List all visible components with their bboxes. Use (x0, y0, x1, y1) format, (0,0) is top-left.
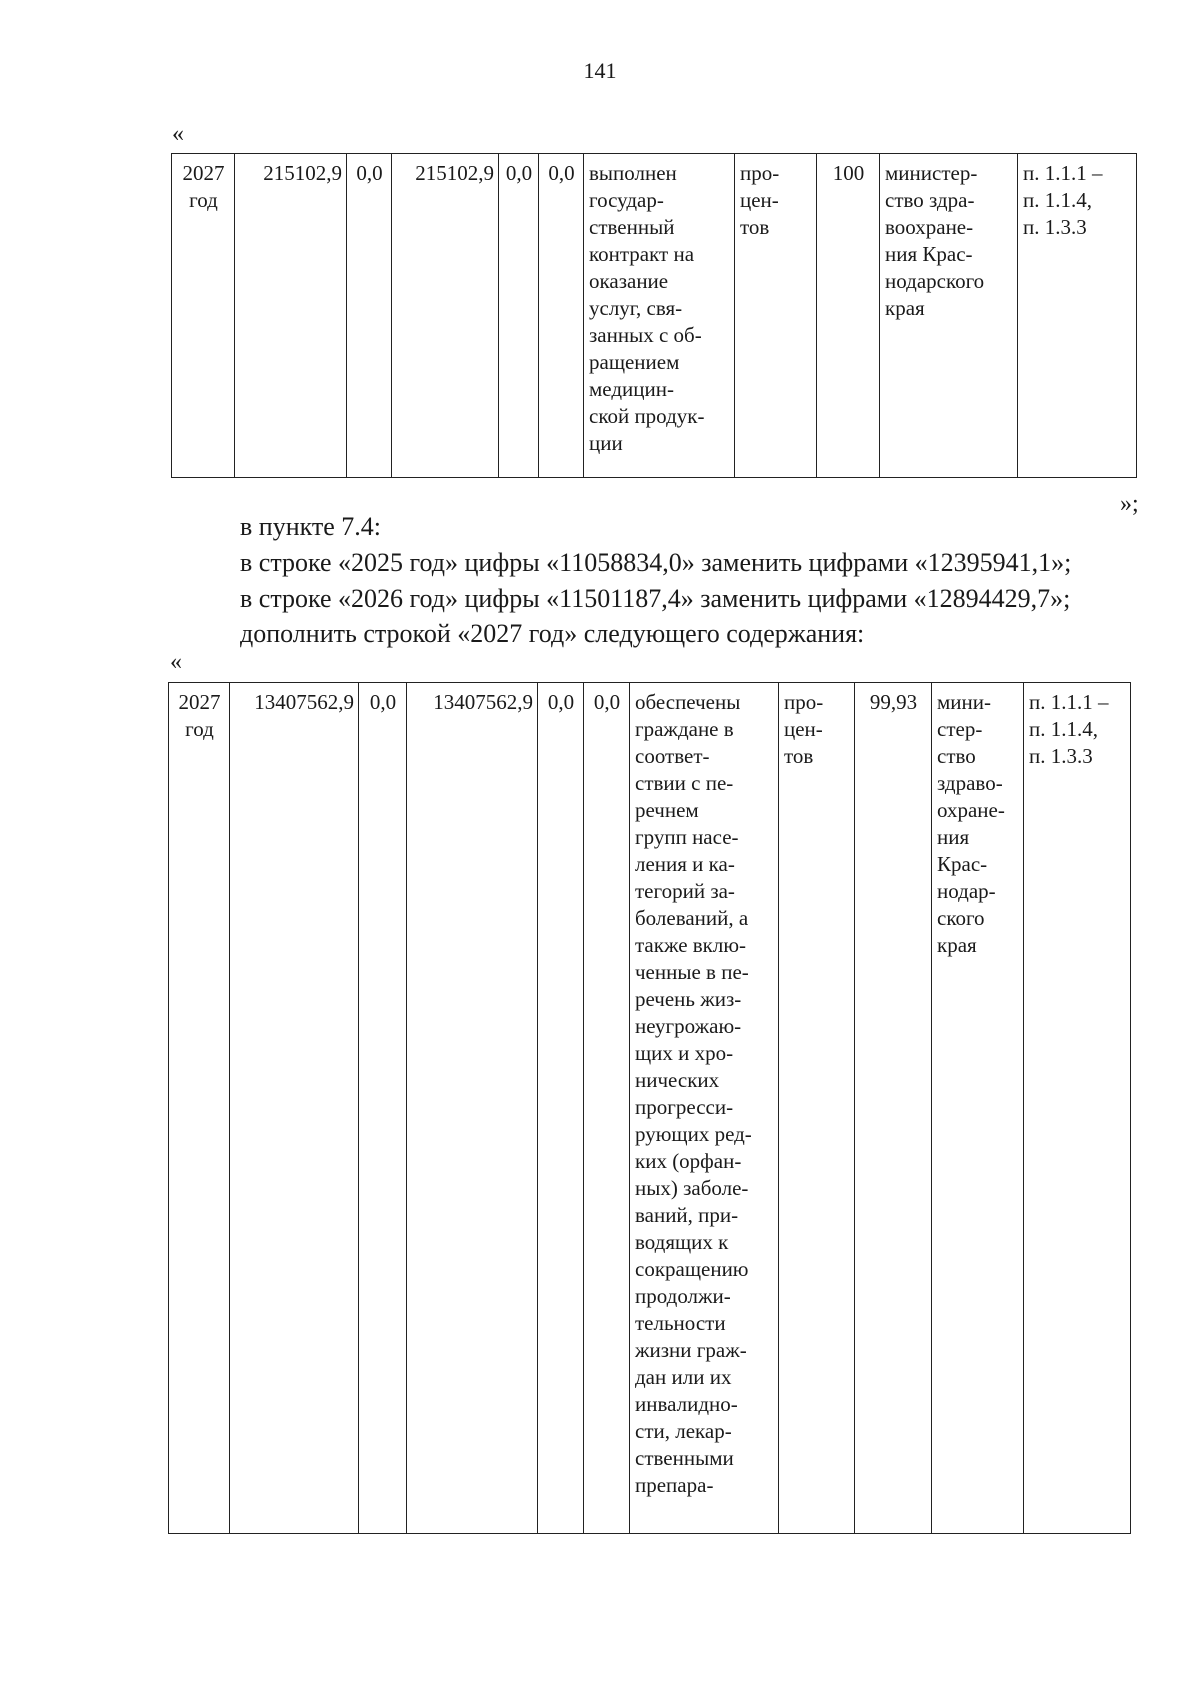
result-cell: обеспечены граждане в соответ- ствии с пе- речнем групп насе- ления и ка- тегорий за- болеваний, а также вклю- ченные в пе- речень жиз- неугрожаю- щих и хро- нических прогресси- рующих ред- ких (орфан- ных) заболе- ваний, при- водящих к сокращению продолжи- тельности жизни граж- дан или их инвалидно- сти, лекар- ственными препара- (630, 683, 779, 1534)
amendment-line-4: дополнить строкой «2027 год» следующего содержания: (240, 619, 865, 648)
amendment-line-2: в строке «2025 год» цифры «11058834,0» заменить цифрами «12395941,1»; (240, 548, 1072, 577)
table-row (169, 683, 1131, 1534)
total-funding-cell: 13407562,9 (230, 683, 359, 1534)
value-cell: 99,93 (855, 683, 932, 1534)
points-cell: п. 1.1.1 – п. 1.1.4, п. 1.3.3 (1024, 683, 1131, 1534)
opening-quote-1: « (172, 121, 184, 147)
total-funding-cell: 215102,9 (235, 154, 347, 478)
funding-cell: 0,0 (538, 683, 584, 1534)
year-cell: 2027 год (169, 683, 230, 1534)
table-1 (171, 153, 1137, 478)
closing-quote-1: »; (1120, 491, 1139, 517)
funding-cell: 215102,9 (392, 154, 499, 478)
executor-cell: министер- ство здра- воохране- ния Крас- нодарского края (880, 154, 1018, 478)
unit-cell: про- цен- тов (779, 683, 855, 1534)
amendment-line-3: в строке «2026 год» цифры «11501187,4» заменить цифрами «12894429,7»; (240, 584, 1071, 613)
table-2 (168, 682, 1131, 1534)
executor-cell: мини- стер- ство здраво- охране- ния Крас- нодар- ского края (932, 683, 1024, 1534)
funding-cell: 0,0 (499, 154, 539, 478)
funding-cell: 0,0 (584, 683, 630, 1534)
page-number: 141 (583, 58, 617, 83)
opening-quote-2: « (170, 649, 182, 675)
value-cell: 100 (817, 154, 880, 478)
points-cell: п. 1.1.1 – п. 1.1.4, п. 1.3.3 (1018, 154, 1137, 478)
unit-cell: про- цен- тов (735, 154, 817, 478)
result-cell: выполнен государ- ственный контракт на оказание услуг, свя- занных с об- ращением медицин- ской продук- ции (584, 154, 735, 478)
funding-cell: 0,0 (539, 154, 584, 478)
table-row (172, 154, 1137, 478)
funding-cell: 0,0 (347, 154, 392, 478)
year-cell: 2027 год (172, 154, 235, 478)
funding-cell: 13407562,9 (407, 683, 538, 1534)
amendment-line-1: в пункте 7.4: (240, 512, 382, 541)
funding-cell: 0,0 (359, 683, 407, 1534)
